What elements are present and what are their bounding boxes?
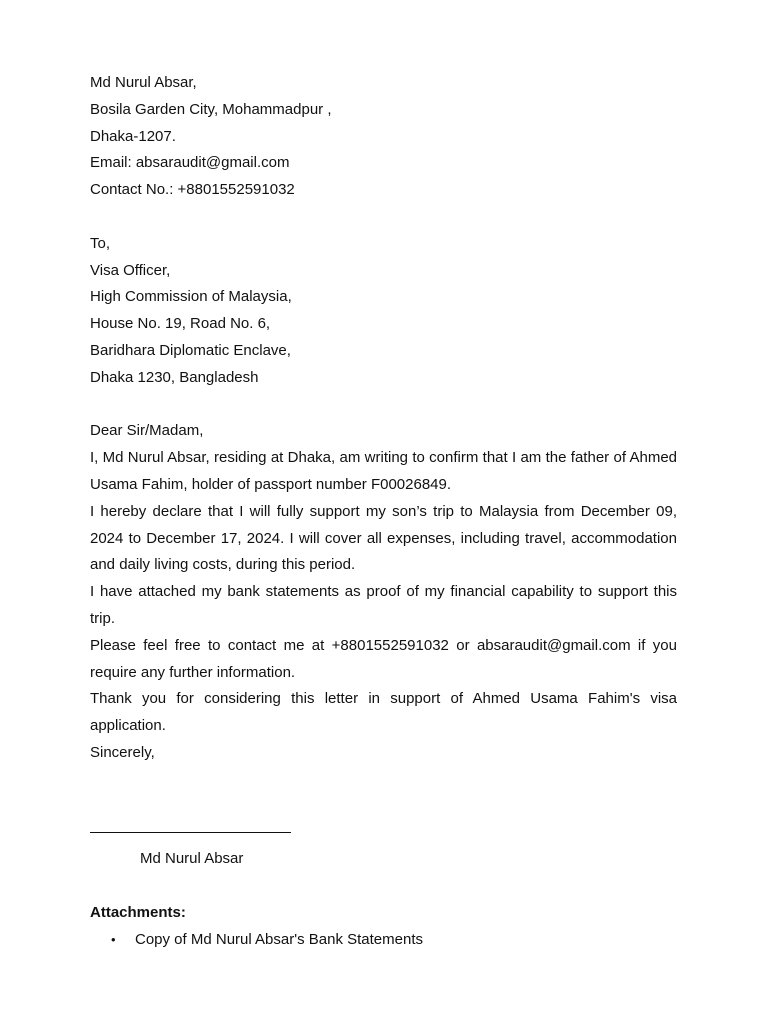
paragraph-bank-statements: I have attached my bank statements as proof of my financial capability to support this trip. <box>90 583 677 627</box>
sender-email: Email: absaraudit@gmail.com <box>90 154 290 172</box>
spacer <box>90 392 677 419</box>
paragraph-contact: Please feel free to contact me at +8801552591032 or absaraudit@gmail.com if you require any further information. <box>90 636 677 681</box>
sender-address-line2: Dhaka-1207. <box>90 127 176 145</box>
attachments-section <box>90 900 423 954</box>
letter-body <box>90 70 677 767</box>
attachments-title: Attachments: <box>90 904 186 921</box>
bullet-icon: • <box>111 931 116 947</box>
sender-name: Md Nurul Absar, <box>90 74 197 91</box>
salutation: Dear Sir/Madam, <box>90 422 204 440</box>
spacer <box>90 204 677 231</box>
closing: Sincerely, <box>90 743 155 761</box>
paragraph-thanks: Thank you for considering this letter in support of Ahmed Usama Fahim's visa application. <box>90 690 677 735</box>
recipient-org: High Commission of Malaysia, <box>90 288 292 306</box>
signature-line <box>90 832 291 833</box>
recipient-address-line1: House No. 19, Road No. 6, <box>90 315 271 333</box>
paragraph-declaration: I hereby declare that I will fully support my son’s trip to Malaysia from December 09, 2024 to December 17, 2024. I will cover all expenses, including travel, accommodation and daily living costs, during this period. <box>90 502 677 574</box>
recipient-to: To, <box>90 234 111 252</box>
recipient-address-line3: Dhaka 1230, Bangladesh <box>90 368 259 386</box>
attachments-list <box>90 927 423 954</box>
signature-name: Md Nurul Absar <box>140 850 244 867</box>
sender-contact: Contact No.: +8801552591032 <box>90 181 295 199</box>
signature-block <box>90 832 291 867</box>
recipient-address-line2: Baridhara Diplomatic Enclave, <box>90 341 291 359</box>
list-item <box>90 927 423 954</box>
paragraph-intro: I, Md Nurul Absar, residing at Dhaka, am writing to confirm that I am the father of Ahmed Usama Fahim, holder of passport number F00026849. <box>90 449 677 493</box>
attachment-label: Copy of Md Nurul Absar's Bank Statements <box>135 930 423 948</box>
sender-address-line1: Bosila Garden City, Mohammadpur , <box>90 100 332 118</box>
recipient-title: Visa Officer, <box>90 261 171 279</box>
